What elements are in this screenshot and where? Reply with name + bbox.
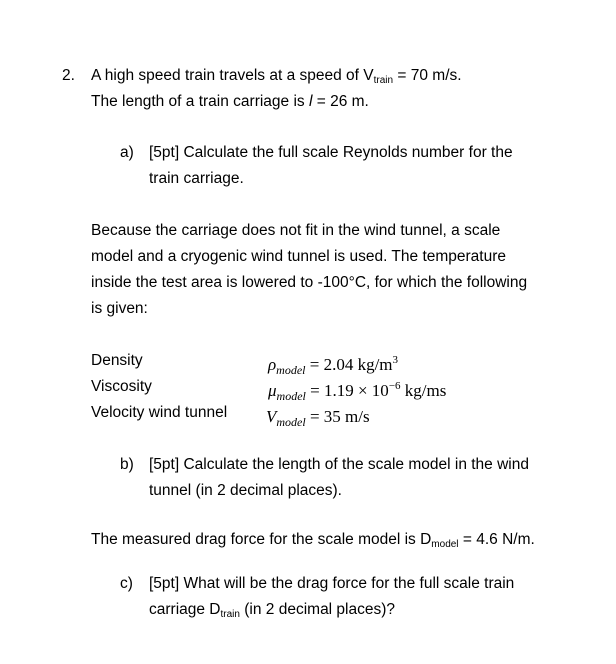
given-label-velocity: Velocity wind tunnel: [91, 404, 228, 421]
drag-statement: The measured drag force for the scale model is $D_{model} = 4.6$ N/m.: [91, 531, 535, 550]
question-number: 2.: [62, 67, 75, 84]
part-b-label: b): [120, 456, 134, 473]
part-b-line-2: tunnel (in 2 decimal places).: [149, 482, 342, 499]
question-line-1: A high speed train travels at a speed of $V_{train} = 70$ m/s.: [91, 67, 462, 86]
given-label-viscosity: Viscosity: [91, 378, 152, 395]
given-formula-velocity: $V_{model} = 35$ m/s: [266, 407, 370, 429]
question-line-2: The length of a train carriage is l = 26 m.: [91, 93, 369, 110]
part-a-label: a): [120, 144, 134, 161]
given-formula-viscosity: $\mu_{model} = 1.19 \times 10^{-6}$ kg/ms: [268, 380, 447, 403]
part-c-line-1: [5pt] What will be the drag force for the full scale train: [149, 575, 515, 592]
paragraph-line-3: inside the test area is lowered to -100°C, for which the following: [91, 274, 528, 291]
given-label-density: Density: [91, 352, 143, 369]
paragraph-line-2: model and a cryogenic wind tunnel is used. The temperature: [91, 248, 507, 265]
part-c-line-2: carriage $D_{train}$ (in 2 decimal places)?: [149, 601, 396, 620]
part-a-line-2: train carriage.: [149, 170, 244, 187]
part-c-label: c): [120, 575, 133, 592]
given-formula-density: $\rho_{model} = 2.04$ $kg/m^3$: [268, 354, 399, 377]
paragraph-line-1: Because the carriage does not fit in the wind tunnel, a scale: [91, 222, 501, 239]
part-a-line-1: [5pt] Calculate the full scale Reynolds number for the: [149, 144, 513, 161]
part-b-line-1: [5pt] Calculate the length of the scale model in the wind: [149, 456, 529, 473]
paragraph-line-4: is given:: [91, 300, 148, 317]
